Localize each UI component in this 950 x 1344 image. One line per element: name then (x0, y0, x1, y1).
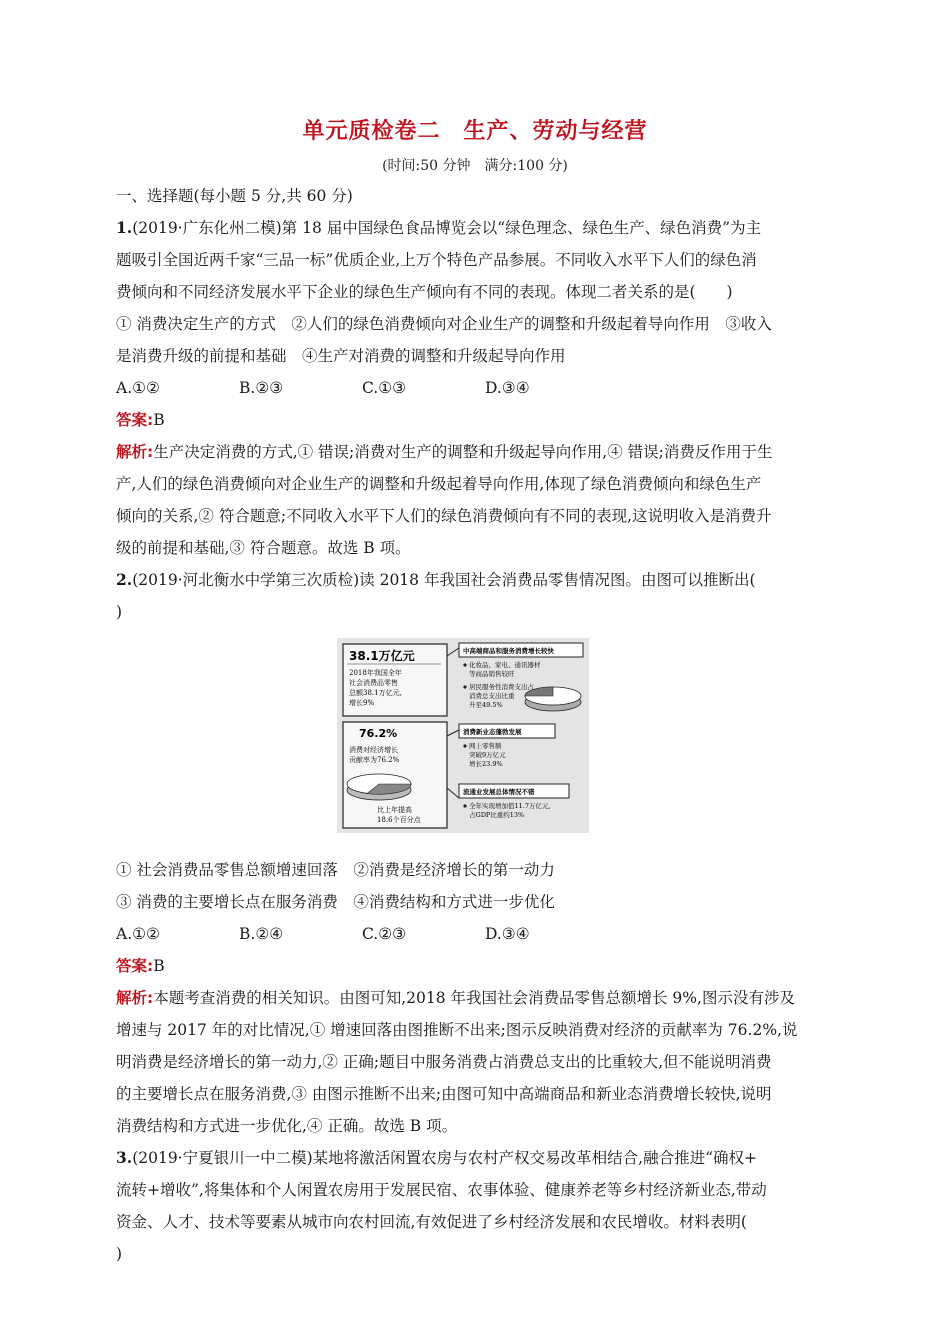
svg-text:等商品销售较旺: 等商品销售较旺 (469, 670, 515, 678)
svg-text:贡献率为76.2%: 贡献率为76.2% (349, 756, 400, 764)
question-2-analysis-1: 解析:本题考查消费的相关知识。由图可知,2018 年我国社会消费品零售总额增长 9%,图示没有涉及 (116, 989, 795, 1007)
box1-big-number: 38.1万亿元 (349, 649, 415, 663)
question-2-line-2: ) (116, 603, 123, 621)
choice-b: B.②③ (239, 379, 284, 397)
page-title: 单元质检卷二 生产、劳动与经营 (302, 119, 648, 144)
svg-text:升至49.5%: 升至49.5% (469, 701, 503, 709)
question-1-line-1: 1.(2019·广东化州二模)第 18 届中国绿色食品博览会以“绿色理念、绿色生产、绿色消费”为主 (116, 218, 762, 237)
document-body (116, 180, 836, 1270)
question-1-analysis-2: 产,人们的绿色消费倾向对企业生产的调整和升级起着导向作用,体现了绿色消费倾向和绿色生产 (116, 475, 762, 493)
svg-text:中高端商品和服务消费增长较快: 中高端商品和服务消费增长较快 (463, 647, 554, 655)
question-3 (116, 1142, 836, 1270)
question-2-answer: 答案:B (116, 957, 165, 975)
question-1-answer: 答案:B (116, 411, 165, 429)
question-1-analysis-3: 倾向的关系,② 符合题意;不同收入水平下人们的绿色消费倾向有不同的表现,这说明收入是消费升 (116, 507, 772, 525)
question-1-analysis-1: 解析:生产决定消费的方式,① 错误;消费对生产的调整和升级起导向作用,④ 错误;消费反作用于生 (116, 443, 773, 461)
section-heading: 一、选择题(每小题 5 分,共 60 分) (116, 187, 353, 205)
svg-text:化妆品、家电、通讯器材: 化妆品、家电、通讯器材 (469, 661, 541, 669)
question-3-line-1: 3.(2019·宁夏银川一中二模)某地将激活闲置农房与农村产权交易改革相结合,融合推进“确权+ (116, 1148, 757, 1167)
choice-a: A.①② (116, 925, 160, 943)
question-1-analysis-4: 级的前提和基础,③ 符合题意。故选 B 项。 (116, 539, 411, 557)
question-2-statements-2: ③ 消费的主要增长点在服务消费 ④消费结构和方式进一步优化 (116, 893, 555, 911)
svg-text:消费总支出比重: 消费总支出比重 (469, 692, 515, 700)
choice-d: D.③④ (485, 379, 530, 397)
svg-text:占GDP比重约13%: 占GDP比重约13% (469, 811, 525, 819)
svg-text:流通业发展总体情况不错: 流通业发展总体情况不错 (463, 788, 535, 796)
choice-b: B.②④ (239, 925, 284, 943)
svg-text:增长9%: 增长9% (349, 699, 375, 707)
question-2-line-1: 2.(2019·河北衡水中学第三次质检)读 2018 年我国社会消费品零售情况图。由图可以推断出( (116, 570, 756, 589)
question-3-line-3: 资金、人才、技术等要素从城市向农村回流,有效促进了乡村经济发展和农民增收。材料表明( (116, 1213, 747, 1231)
page-subtitle: (时间:50 分钟 满分:100 分) (382, 158, 568, 174)
svg-text:全年实现增加值11.7万亿元,: 全年实现增加值11.7万亿元, (469, 802, 551, 810)
svg-text:18.6个百分点: 18.6个百分点 (377, 816, 421, 824)
choice-c: C.②③ (362, 925, 407, 943)
question-2-choices (116, 918, 836, 950)
pie-chart-right (525, 687, 581, 711)
svg-text:消费新业态蓬勃发展: 消费新业态蓬勃发展 (463, 728, 522, 736)
pie-chart-left (347, 774, 411, 800)
question-1-line-3: 费倾向和不同经济发展水平下企业的绿色生产倾向有不同的表现。体现二者关系的是( ) (116, 283, 733, 301)
choice-a: A.①② (116, 379, 160, 397)
svg-text:突破9万亿元: 突破9万亿元 (469, 751, 506, 759)
svg-text:网上零售额: 网上零售额 (469, 742, 502, 750)
question-1-number: 1. (116, 218, 133, 237)
question-1-line-2: 题吸引全国近两千家“三品一标”优质企业,上万个特色产品参展。不同收入水平下人们的绿色消 (116, 251, 757, 269)
question-2-analysis-5: 消费结构和方式进一步优化,④ 正确。故选 B 项。 (116, 1117, 458, 1135)
svg-text:总额38.1万亿元,: 总额38.1万亿元, (349, 689, 402, 697)
question-1-choices (116, 372, 836, 404)
svg-text:居民服务性消费支出占: 居民服务性消费支出占 (469, 683, 534, 691)
question-2-analysis-4: 的主要增长点在服务消费,③ 由图示推断不出来;由图可知中高端商品和新业态消费增长较快,说明 (116, 1085, 772, 1103)
question-3-line-4: ) (116, 1245, 123, 1263)
question-2-statements-1: ① 社会消费品零售总额增速回落 ②消费是经济增长的第一动力 (116, 861, 555, 879)
svg-text:消费对经济增长: 消费对经济增长 (349, 746, 398, 754)
question-2-analysis-3: 明消费是经济增长的第一动力,② 正确;题目中服务消费占消费总支出的比重较大,但不能说明消费 (116, 1053, 772, 1071)
question-2-number: 2. (116, 570, 133, 589)
svg-text:比上年提高: 比上年提高 (377, 806, 412, 814)
question-2-analysis-2: 增速与 2017 年的对比情况,① 增速回落由图推断不出来;图示反映消费对经济的贡献率为 76.2%,说 (116, 1021, 798, 1039)
svg-text:社会消费品零售: 社会消费品零售 (349, 679, 398, 687)
svg-text:增长23.9%: 增长23.9% (469, 760, 503, 768)
question-1-statements-1: ① 消费决定生产的方式 ②人们的绿色消费倾向对企业生产的调整和升级起着导向作用 ③收入 (116, 315, 772, 333)
choice-c: C.①③ (362, 379, 407, 397)
svg-text:2018年我国全年: 2018年我国全年 (349, 669, 402, 677)
consumption-infographic (337, 638, 589, 833)
choice-d: D.③④ (485, 925, 530, 943)
box2-big-number: 76.2% (359, 727, 398, 740)
question-3-number: 3. (116, 1148, 133, 1167)
question-3-line-2: 流转+增收”,将集体和个人闲置农房用于发展民宿、农事体验、健康养老等乡村经济新业态,带动 (116, 1181, 767, 1199)
question-2 (116, 564, 836, 1142)
question-1 (116, 212, 836, 564)
question-1-statements-2: 是消费升级的前提和基础 ④生产对消费的调整和升级起导向作用 (116, 347, 566, 365)
